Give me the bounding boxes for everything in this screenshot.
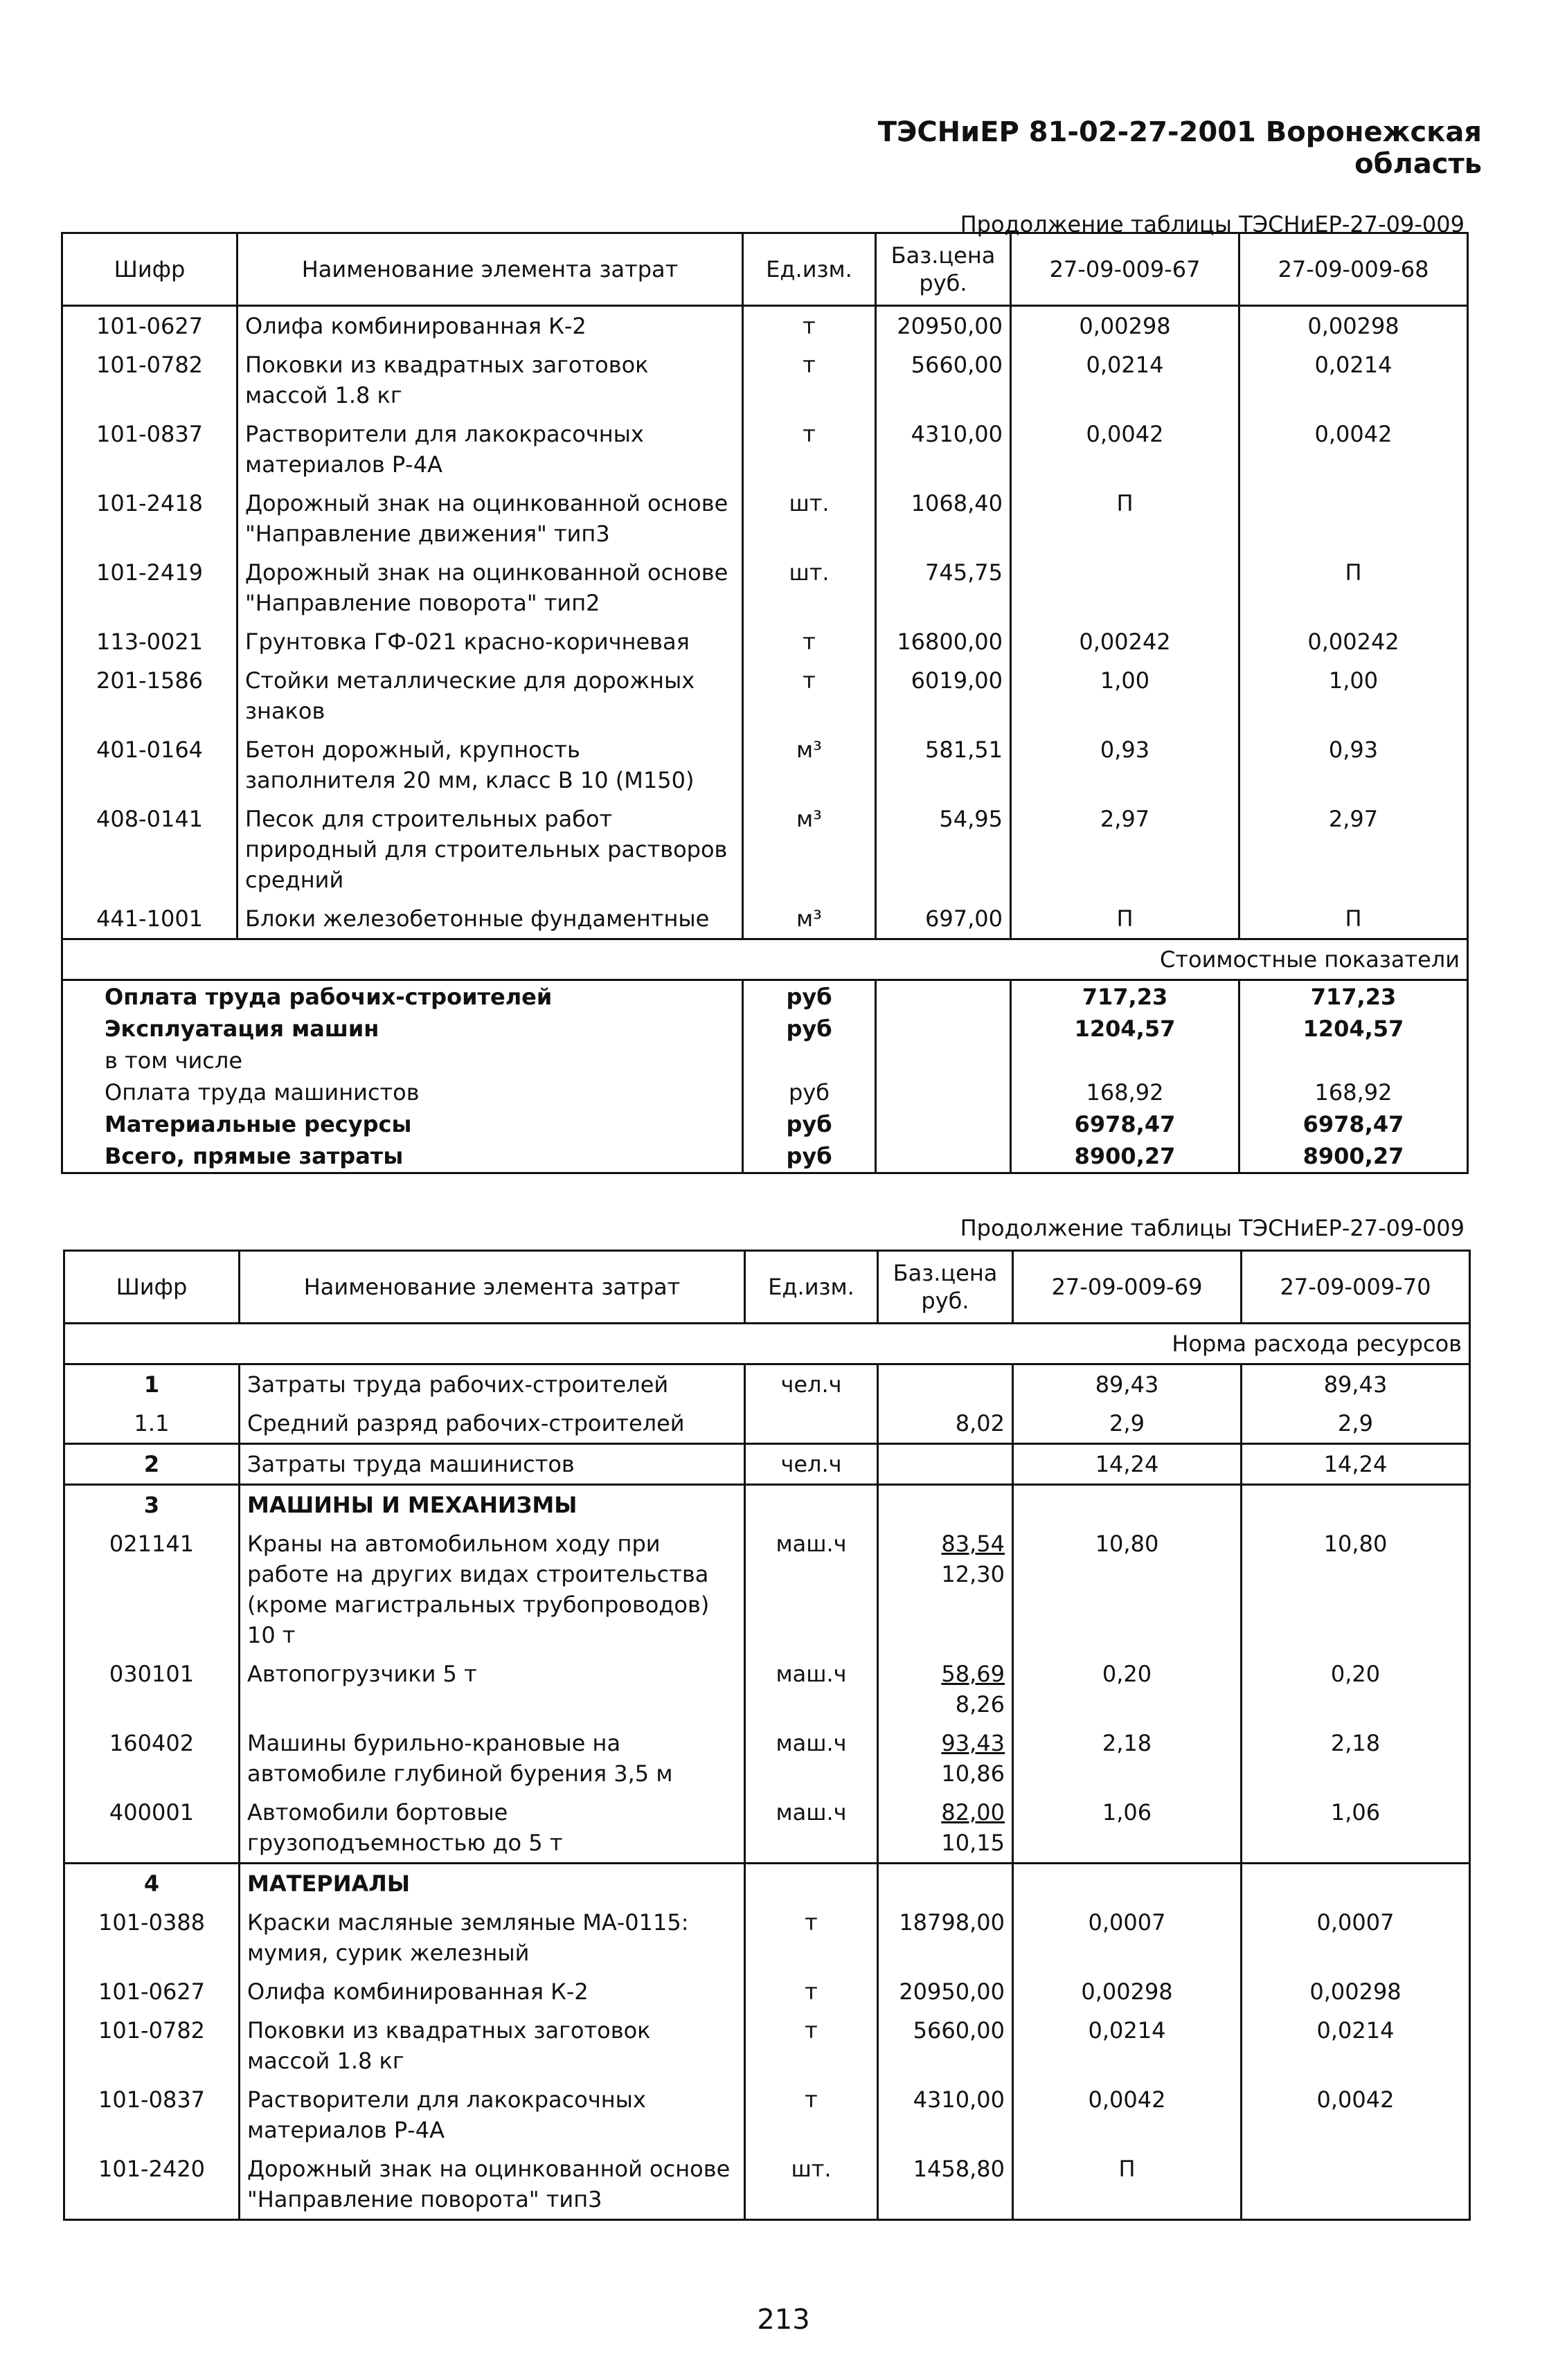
col-header-price: Баз.цена руб. [878, 1251, 1013, 1324]
section-label-row [62, 939, 1468, 980]
norm-value-68: 0,00242 [1239, 622, 1468, 661]
resource-unit: шт. [745, 2149, 878, 2220]
norm-value-68: 0,00298 [1239, 306, 1468, 346]
resource-name: Автопогрузчики 5 т [240, 1655, 745, 1724]
resource-name: Олифа комбинированная К-2 [240, 1972, 745, 2011]
resource-unit: м³ [743, 800, 876, 899]
cost-empty [876, 980, 1011, 1013]
resource-name: Поковки из квадратных заготовок массой 1.8 кг [240, 2011, 745, 2080]
resource-name: Машины бурильно-крановые на автомобиле глубиной бурения 3,5 м [240, 1724, 745, 1793]
table-row [64, 2080, 1470, 2149]
price-primary: 20950,00 [899, 1978, 1005, 2005]
resource-name: Дорожный знак на оцинкованной основе "Направление движения" тип3 [238, 484, 743, 553]
resource-name: Растворители для лакокрасочных материалов Р-4А [240, 2080, 745, 2149]
resource-code: 101-0837 [64, 2080, 240, 2149]
cost-row [62, 1076, 1468, 1108]
norm-value-68: П [1239, 899, 1468, 939]
table-row [62, 800, 1468, 899]
norm-value-69: 14,24 [1013, 1444, 1242, 1485]
norm-value-69 [1013, 1864, 1242, 1904]
resource-code: 101-0388 [64, 1903, 240, 1972]
cost-row [62, 1045, 1468, 1076]
col-header-unit: Ед.изм. [743, 233, 876, 306]
cost-row [62, 1140, 1468, 1173]
resource-code: 101-0627 [62, 306, 238, 346]
resource-unit: маш.ч [745, 1724, 878, 1793]
table-row [64, 1903, 1470, 1972]
resource-price [878, 1655, 1013, 1724]
resource-price [878, 2011, 1013, 2080]
cost-value-68: 168,92 [1239, 1076, 1468, 1108]
norm-value-68: 2,97 [1239, 800, 1468, 899]
resource-unit: чел.ч [745, 1364, 878, 1405]
resource-code: 101-2420 [64, 2149, 240, 2220]
norm-value-69 [1013, 1485, 1242, 1525]
price-primary: 4310,00 [913, 2086, 1005, 2113]
resource-table-1 [61, 232, 1469, 1174]
norm-value-69: 89,43 [1013, 1364, 1242, 1405]
resource-price [878, 1793, 1013, 1864]
resource-price: 20950,00 [876, 306, 1011, 346]
resource-price [878, 1864, 1013, 1904]
table-row [64, 1972, 1470, 2011]
resource-name: Поковки из квадратных заготовок массой 1.8 кг [238, 345, 743, 415]
resource-name: Растворители для лакокрасочных материалов Р-4А [238, 415, 743, 484]
resource-price: 1068,40 [876, 484, 1011, 553]
table-row [62, 899, 1468, 939]
resource-price [878, 1364, 1013, 1405]
price-primary: 83,54 [941, 1531, 1005, 1557]
cost-unit: руб [743, 1013, 876, 1045]
cost-row [62, 980, 1468, 1013]
resource-unit [745, 1485, 878, 1525]
resource-code: 401-0164 [62, 730, 238, 800]
norm-value-68 [1239, 484, 1468, 553]
table-row [64, 1655, 1470, 1724]
norm-value-69: П [1013, 2149, 1242, 2220]
resource-code: 030101 [64, 1655, 240, 1724]
resource-unit: т [743, 622, 876, 661]
resource-price [878, 1903, 1013, 1972]
resource-code: 201-1586 [62, 661, 238, 730]
cost-empty [876, 1013, 1011, 1045]
norm-value-69: 1,06 [1013, 1793, 1242, 1864]
resource-code: 101-0627 [64, 1972, 240, 2011]
resource-code: 101-0782 [62, 345, 238, 415]
cost-row [62, 1108, 1468, 1140]
resource-unit: м³ [743, 899, 876, 939]
resource-name: Блоки железобетонные фундаментные [238, 899, 743, 939]
table-row [62, 553, 1468, 622]
table-row [64, 2149, 1470, 2220]
resource-price: 581,51 [876, 730, 1011, 800]
norm-value-70: 0,20 [1242, 1655, 1470, 1724]
cost-name: Оплата труда рабочих-строителей [62, 980, 743, 1013]
cost-empty [876, 1140, 1011, 1173]
resource-price [878, 2080, 1013, 2149]
resource-code: 2 [64, 1444, 240, 1485]
cost-value-67: 717,23 [1011, 980, 1239, 1013]
cost-value-68: 717,23 [1239, 980, 1468, 1013]
resource-unit: шт. [743, 484, 876, 553]
resource-name: МАТЕРИАЛЫ [240, 1864, 745, 1904]
resource-name: МАШИНЫ И МЕХАНИЗМЫ [240, 1485, 745, 1525]
resource-unit: т [745, 1972, 878, 2011]
cost-name: Материальные ресурсы [62, 1108, 743, 1140]
norm-value-67: П [1011, 899, 1239, 939]
resource-price: 4310,00 [876, 415, 1011, 484]
norm-value-67 [1011, 553, 1239, 622]
col-header-unit: Ед.изм. [745, 1251, 878, 1324]
norm-value-70 [1242, 2149, 1470, 2220]
cost-unit: руб [743, 1076, 876, 1108]
table-row [64, 1364, 1470, 1405]
norm-value-70: 14,24 [1242, 1444, 1470, 1485]
norm-value-69: 2,9 [1013, 1404, 1242, 1444]
table1-header-row [62, 233, 1468, 306]
norm-value-67: 2,97 [1011, 800, 1239, 899]
table-row [62, 415, 1468, 484]
norm-value-67: 0,00242 [1011, 622, 1239, 661]
norm-value-70 [1242, 1864, 1470, 1904]
resource-name: Песок для строительных работ природный для строительных растворов средний [238, 800, 743, 899]
price-primary: 82,00 [941, 1799, 1005, 1825]
col-header-name: Наименование элемента затрат [238, 233, 743, 306]
resource-unit: т [743, 415, 876, 484]
resource-code: 160402 [64, 1724, 240, 1793]
norm-value-67: 0,00298 [1011, 306, 1239, 346]
cost-row [62, 1013, 1468, 1045]
norm-value-67: 0,0042 [1011, 415, 1239, 484]
col-header-price: Баз.цена руб. [876, 233, 1011, 306]
norm-value-69: 0,0042 [1013, 2080, 1242, 2149]
cost-name: Всего, прямые затраты [62, 1140, 743, 1173]
norm-value-70: 1,06 [1242, 1793, 1470, 1864]
norm-value-68: П [1239, 553, 1468, 622]
norm-value-70 [1242, 1485, 1470, 1525]
cost-unit [743, 1045, 876, 1076]
resource-unit: т [745, 2011, 878, 2080]
resource-unit [745, 1404, 878, 1444]
resource-price [878, 1485, 1013, 1525]
resource-name: Средний разряд рабочих-строителей [240, 1404, 745, 1444]
norm-value-68: 1,00 [1239, 661, 1468, 730]
resource-unit: т [743, 661, 876, 730]
resource-unit: маш.ч [745, 1793, 878, 1864]
resource-price [878, 1524, 1013, 1655]
col-header-69: 27-09-009-69 [1013, 1251, 1242, 1324]
resource-unit: шт. [743, 553, 876, 622]
norm-value-69: 0,0007 [1013, 1903, 1242, 1972]
cost-name: Эксплуатация машин [62, 1013, 743, 1045]
table-row [64, 1793, 1470, 1864]
table-row [64, 1864, 1470, 1904]
table1-continuation-note: Продолжение таблицы ТЭСНиЕР-27-09-009 [960, 211, 1465, 237]
resource-price [878, 1724, 1013, 1793]
price-primary: 1458,80 [913, 2156, 1005, 2182]
resource-name: Краны на автомобильном ходу при работе на других видах строительства (кроме магистральных трубопроводов) 10 т [240, 1524, 745, 1655]
norm-value-69: 0,0214 [1013, 2011, 1242, 2080]
norm-value-70: 0,00298 [1242, 1972, 1470, 2011]
resource-price [878, 2149, 1013, 2220]
cost-value-68: 8900,27 [1239, 1140, 1468, 1173]
col-header-code: Шифр [62, 233, 238, 306]
table-row [62, 306, 1468, 346]
cost-value-68: 6978,47 [1239, 1108, 1468, 1140]
table-row [62, 661, 1468, 730]
resource-price: 16800,00 [876, 622, 1011, 661]
norm-value-67: 0,93 [1011, 730, 1239, 800]
norm-value-70: 2,9 [1242, 1404, 1470, 1444]
resource-price [878, 1972, 1013, 2011]
resource-price: 5660,00 [876, 345, 1011, 415]
resource-unit: т [743, 345, 876, 415]
norm-value-70: 2,18 [1242, 1724, 1470, 1793]
norm-value-69: 2,18 [1013, 1724, 1242, 1793]
cost-empty [876, 1045, 1011, 1076]
resource-code: 101-0782 [64, 2011, 240, 2080]
resource-code: 101-0837 [62, 415, 238, 484]
resource-code: 400001 [64, 1793, 240, 1864]
cost-empty [876, 1108, 1011, 1140]
norm-value-68: 0,0214 [1239, 345, 1468, 415]
resource-price: 6019,00 [876, 661, 1011, 730]
price-primary: 5660,00 [913, 2017, 1005, 2044]
resource-name: Бетон дорожный, крупность заполнителя 20 мм, класс В 10 (М150) [238, 730, 743, 800]
resource-unit: т [745, 2080, 878, 2149]
resource-unit: маш.ч [745, 1655, 878, 1724]
price-primary: 93,43 [941, 1730, 1005, 1756]
cost-name: Оплата труда машинистов [62, 1076, 743, 1108]
resource-code: 101-2419 [62, 553, 238, 622]
price-machinist: 10,15 [941, 1830, 1005, 1856]
cost-value-68 [1239, 1045, 1468, 1076]
resource-unit: маш.ч [745, 1524, 878, 1655]
resource-code: 4 [64, 1864, 240, 1904]
resource-code: 441-1001 [62, 899, 238, 939]
col-header-68: 27-09-009-68 [1239, 233, 1468, 306]
norm-value-67: 0,0214 [1011, 345, 1239, 415]
section-label-row [64, 1324, 1470, 1364]
price-primary: 58,69 [941, 1661, 1005, 1687]
table-row [62, 730, 1468, 800]
norm-value-68: 0,0042 [1239, 415, 1468, 484]
table2-continuation-note: Продолжение таблицы ТЭСНиЕР-27-09-009 [960, 1215, 1465, 1241]
cost-value-67: 1204,57 [1011, 1013, 1239, 1045]
cost-name: в том числе [62, 1045, 743, 1076]
resource-name: Стойки металлические для дорожных знаков [238, 661, 743, 730]
price-primary: 18798,00 [899, 1909, 1005, 1936]
norm-value-69: 10,80 [1013, 1524, 1242, 1655]
resource-unit: чел.ч [745, 1444, 878, 1485]
resource-name: Дорожный знак на оцинкованной основе "Направление поворота" тип3 [240, 2149, 745, 2220]
resource-table-2 [63, 1250, 1471, 2221]
resource-unit: м³ [743, 730, 876, 800]
cost-value-67: 6978,47 [1011, 1108, 1239, 1140]
resource-price: 54,95 [876, 800, 1011, 899]
table2-header-row [64, 1251, 1470, 1324]
norm-value-70: 0,0042 [1242, 2080, 1470, 2149]
resource-unit: т [743, 306, 876, 346]
norm-value-68: 0,93 [1239, 730, 1468, 800]
table-row [62, 622, 1468, 661]
resource-unit [745, 1864, 878, 1904]
resource-code: 101-2418 [62, 484, 238, 553]
table-row [64, 1524, 1470, 1655]
cost-empty [876, 1076, 1011, 1108]
norm-value-70: 0,0007 [1242, 1903, 1470, 1972]
cost-value-67: 168,92 [1011, 1076, 1239, 1108]
resource-price [878, 1404, 1013, 1444]
price-primary: 8,02 [955, 1410, 1005, 1436]
section-label: Стоимостные показатели [62, 939, 1468, 980]
norm-value-67: П [1011, 484, 1239, 553]
cost-value-68: 1204,57 [1239, 1013, 1468, 1045]
resource-name: Краски масляные земляные МА-0115: мумия, сурик железный [240, 1903, 745, 1972]
price-machinist: 8,26 [955, 1691, 1005, 1718]
resource-code: 021141 [64, 1524, 240, 1655]
table-row [62, 345, 1468, 415]
resource-price: 697,00 [876, 899, 1011, 939]
norm-value-69: 0,00298 [1013, 1972, 1242, 2011]
resource-code: 1 [64, 1364, 240, 1405]
resource-name: Олифа комбинированная К-2 [238, 306, 743, 346]
resource-name: Затраты труда машинистов [240, 1444, 745, 1485]
norm-value-70: 89,43 [1242, 1364, 1470, 1405]
resource-price: 745,75 [876, 553, 1011, 622]
norm-value-67: 1,00 [1011, 661, 1239, 730]
table-row [62, 484, 1468, 553]
resource-code: 3 [64, 1485, 240, 1525]
resource-price [878, 1444, 1013, 1485]
table-row [64, 1404, 1470, 1444]
resource-name: Затраты труда рабочих-строителей [240, 1364, 745, 1405]
resource-code: 1.1 [64, 1404, 240, 1444]
norm-value-69: 0,20 [1013, 1655, 1242, 1724]
resource-code: 113-0021 [62, 622, 238, 661]
cost-value-67: 8900,27 [1011, 1140, 1239, 1173]
table-row [64, 2011, 1470, 2080]
col-header-70: 27-09-009-70 [1242, 1251, 1470, 1324]
section-label: Норма расхода ресурсов [64, 1324, 1470, 1364]
col-header-67: 27-09-009-67 [1011, 233, 1239, 306]
resource-unit: т [745, 1903, 878, 1972]
cost-unit: руб [743, 980, 876, 1013]
norm-value-70: 0,0214 [1242, 2011, 1470, 2080]
table-row [64, 1485, 1470, 1525]
price-machinist: 10,86 [941, 1760, 1005, 1787]
page-number: 213 [757, 2304, 810, 2336]
col-header-name: Наименование элемента затрат [240, 1251, 745, 1324]
document-header: ТЭСНиЕР 81-02-27-2001 Воронежская область [877, 116, 1482, 180]
resource-name: Автомобили бортовые грузоподъемностью до 5 т [240, 1793, 745, 1864]
cost-value-67 [1011, 1045, 1239, 1076]
price-machinist: 12,30 [941, 1561, 1005, 1587]
col-header-code: Шифр [64, 1251, 240, 1324]
cost-unit: руб [743, 1108, 876, 1140]
norm-value-70: 10,80 [1242, 1524, 1470, 1655]
table-row [64, 1444, 1470, 1485]
table-row [64, 1724, 1470, 1793]
resource-name: Дорожный знак на оцинкованной основе "Направление поворота" тип2 [238, 553, 743, 622]
cost-unit: руб [743, 1140, 876, 1173]
resource-code: 408-0141 [62, 800, 238, 899]
resource-name: Грунтовка ГФ-021 красно-коричневая [238, 622, 743, 661]
